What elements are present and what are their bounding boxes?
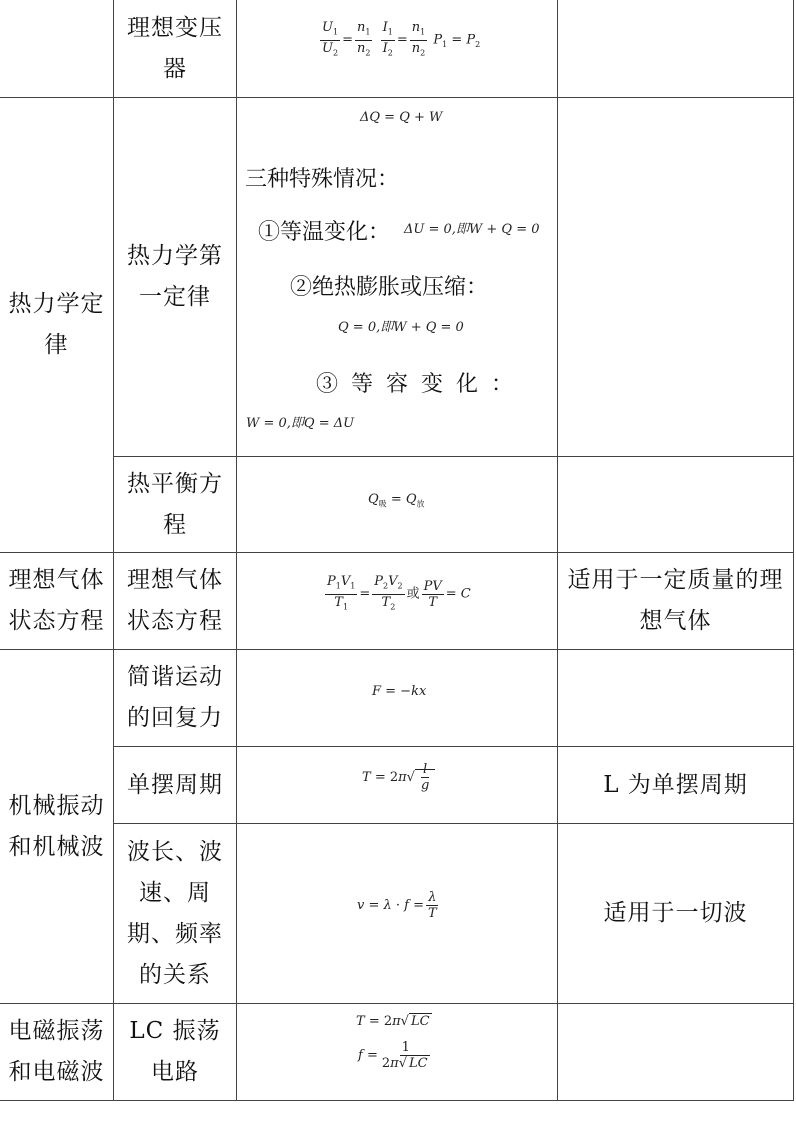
cell-category — [0, 650, 113, 1003]
category-label: 理想气体状态方程 — [8, 567, 105, 634]
note-text: 适用于一切波 — [603, 900, 748, 926]
lc-frequency-equation: f = $\frac{1}{2\pi√ LC}$ — [358, 1040, 428, 1071]
table-rule — [236, 0, 237, 1101]
or-text: 或 — [406, 586, 420, 602]
cell-law-name — [114, 457, 236, 552]
case-isochoric-label: ③ 等 容 变 化 ： — [316, 372, 513, 397]
case-adiabatic-label: ②绝热膨胀或压缩： — [290, 275, 489, 300]
case-isothermal-equation: ΔU = 0,即W + Q = 0 — [404, 222, 540, 237]
cell-law-name — [114, 98, 236, 456]
law-name: 热平衡方程 — [127, 470, 223, 538]
category-label: 机械振动和机械波 — [8, 792, 105, 860]
cell-law-name — [114, 824, 236, 1003]
case-adiabatic-equation: Q = 0,即W + Q = 0 — [338, 320, 464, 335]
first-law-equation: ΔQ = Q + W — [360, 110, 443, 125]
lc-period-equation: T = 2π√ LC — [356, 1014, 430, 1029]
case-isothermal-label: ①等温变化： — [258, 220, 391, 245]
cell-category — [0, 553, 113, 649]
transformer-equation: $\frac{U_1}{U_2}$ = $\frac{n_1}{n_2}$ $\frac{I_1}{I_2}$ = $\frac{n_1}{n_2}$ $P_1 = P_2$ — [322, 20, 481, 58]
law-name: 单摆周期 — [127, 771, 223, 798]
heat-balance-equation: $Q_吸 = Q_放$ — [368, 492, 425, 509]
law-name: 波长、波速、周期、频率的关系 — [127, 838, 223, 988]
cell-law-name — [114, 553, 236, 649]
law-name: 理想变压器 — [127, 14, 223, 82]
law-name: 理想气体状态方程 — [127, 567, 223, 634]
note-text: L 为单摆周期 — [603, 771, 748, 798]
ideal-gas-equation: $\frac{P_1V_1}{T_1}$ = $\frac{P_2V_2}{T_2}$ 或 $\frac{PV}{T}$ = C — [327, 574, 471, 612]
cell-law-name — [114, 0, 236, 97]
category-label: 电磁振荡和电磁波 — [8, 1018, 105, 1085]
cell-note — [558, 747, 793, 823]
restoring-force-equation: F = −kx — [372, 684, 427, 699]
cell-law-name — [114, 747, 236, 823]
law-name: LC 振荡电路 — [129, 1018, 221, 1085]
law-name: 简谐运动的回复力 — [127, 664, 223, 731]
cell-category — [0, 98, 113, 552]
cell-note — [558, 824, 793, 1003]
table-rule — [793, 0, 794, 1101]
cell-law-name — [114, 650, 236, 746]
law-name: 热力学第一定律 — [127, 243, 223, 310]
note-text: 适用于一定质量的理想气体 — [567, 567, 784, 634]
cell-category — [0, 1004, 113, 1100]
special-cases-heading: 三种特殊情况： — [245, 167, 400, 192]
case-isochoric-equation: W = 0,即Q = ΔU — [246, 416, 355, 431]
category-label: 热力学定律 — [8, 291, 105, 358]
table-rule — [0, 1100, 794, 1101]
cell-note — [558, 553, 793, 649]
wave-relation-equation: v = λ · f = $\frac{\lambda}{T}$ — [357, 890, 437, 921]
pendulum-equation: T = 2π√ $\frac{l}{g}$ — [362, 762, 435, 793]
cell-law-name — [114, 1004, 236, 1100]
